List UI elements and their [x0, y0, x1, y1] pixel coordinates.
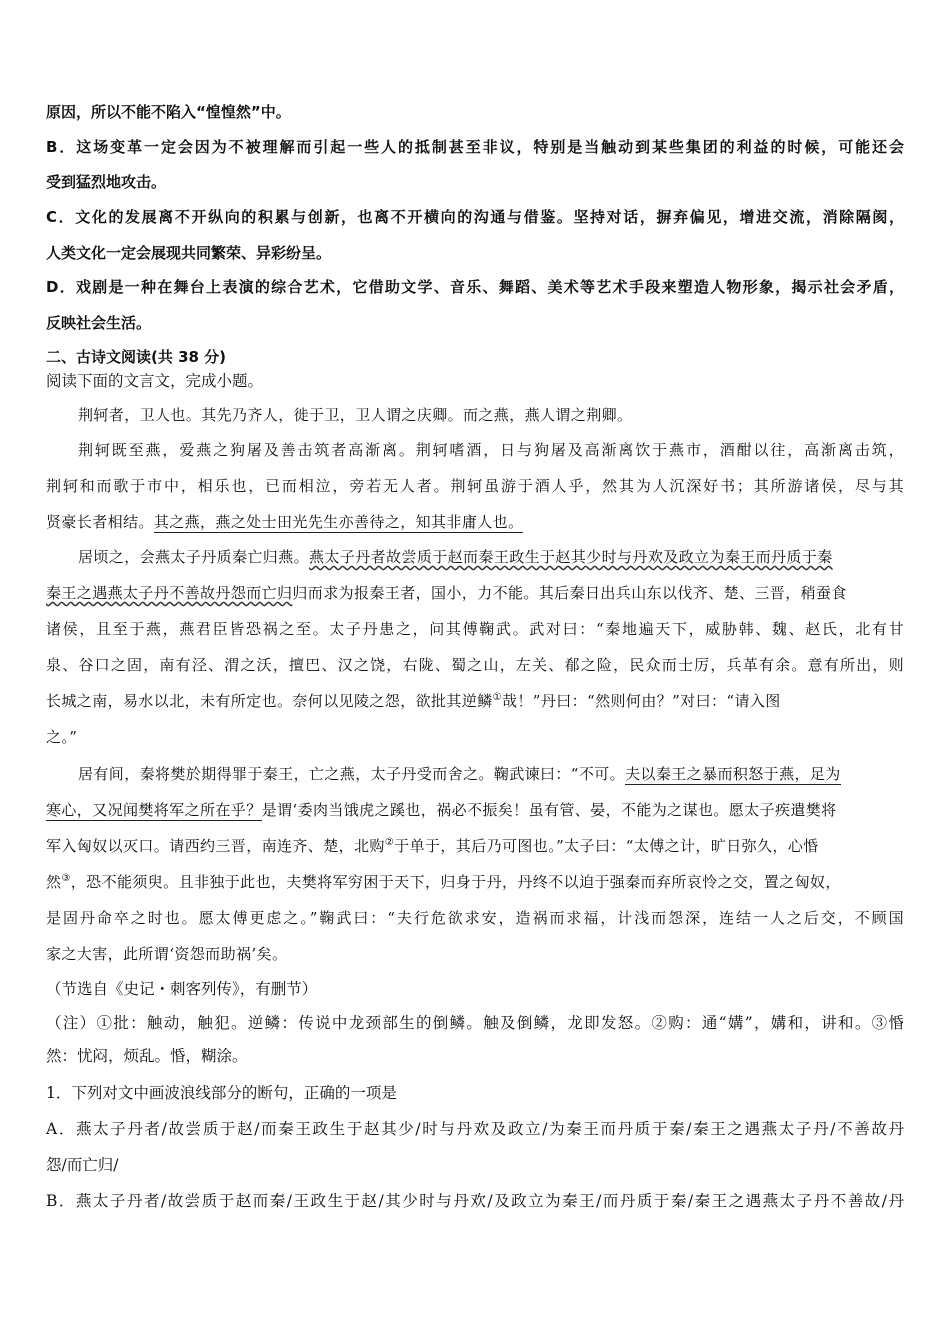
- passage-p3-line4: 泉、谷口之固，南有泾、渭之沃，擅巴、汉之饶，右陇、蜀之山，左关、郩之险，民众而士厉，兵革有余。意有所出，则: [46, 656, 904, 674]
- question1-option-a-line1: A．燕太子丹者/故尝质于赵/而秦王政生于赵其少/时与丹欢及政立/为秦王而丹质于秦/秦王之遇燕太子丹/不善故丹: [46, 1120, 904, 1138]
- passage-p2-line3: [46, 511, 523, 533]
- question1-option-a-line2: 怨/而亡归/: [46, 1156, 119, 1174]
- question1-stem: 1．下列对文中画波浪线部分的断句，正确的一项是: [46, 1084, 397, 1102]
- passage-p4-line4: [46, 871, 841, 893]
- option-d-line1: D．戏剧是一种在舞台上表演的综合艺术，它借助文学、音乐、舞蹈、美术等艺术手段来塑造人物形象，揭示社会矛盾，: [46, 278, 904, 296]
- notes-line2: 然：忧闷，烦乱。惛，糊涂。: [46, 1047, 248, 1065]
- notes-line1: （注）①批：触动，触犯。逆鳞：传说中龙颈部生的倒鳞。触及倒鳞，龙即发怒。②购：通“媾”，媾和，讲和。③惛: [46, 1014, 904, 1032]
- passage-p3-line5: [46, 690, 781, 712]
- option-b-line1: B．这场变革一定会因为不被理解而引起一些人的抵制甚至非议，特别是当触动到某些集团的利益的时候，可能还会: [46, 138, 904, 156]
- footnote-mark-2: ②: [384, 837, 395, 848]
- question1-option-b-line1: B．燕太子丹者/故尝质于赵而秦/王政生于赵/其少时与丹欢/及政立为秦王/而丹质于秦/秦王之遇燕太子丹不善故/丹: [46, 1192, 904, 1210]
- passage-p4-line2: [46, 799, 837, 821]
- passage-p3-line5-text-b: 哉！”丹曰：“然则何由？”对曰：“请入图: [501, 692, 781, 710]
- passage-p2-line3-text: 贤豪长者相结。: [46, 513, 154, 531]
- option-c-line2: 人类文化一定会展现共同繁荣、异彩纷呈。: [46, 244, 332, 262]
- section-heading: 二、古诗文阅读(共 38 分): [46, 348, 227, 366]
- passage-p4-line4-text-b: ，恐不能须臾。且非独于此也，夫樊将军穷困于天下，归身于丹，丹终不以迫于强秦而弃所哀怜之交，置之匈奴，: [70, 873, 841, 891]
- passage-p4-line5: 是固丹命卒之时也。愿太傅更虑之。”鞠武曰：“夫行危欲求安，造祸而求福，计浅而怨深，连结一人之后交，不顾国: [46, 909, 904, 927]
- source-citation: （节选自《史记・刺客列传》，有删节）: [46, 980, 318, 998]
- passage-p4-line3-text-a: 军入匈奴以灭口。请西约三晋，南连齐、楚，北购: [46, 837, 385, 855]
- wavy-underlined-sentence-part1: 燕太子丹者故尝质于赵而秦王政生于赵其少时与丹欢及政立为秦王而丹质于秦: [309, 548, 833, 566]
- option-d-line2: 反映社会生活。: [46, 314, 152, 332]
- footnote-mark-1: ①: [492, 692, 502, 703]
- passage-p3-line2: [46, 582, 847, 604]
- passage-p2-line1: 荆轲既至燕，爱燕之狗屠及善击筑者高渐离。荆轲嗜酒，日与狗屠及高渐离饮于燕市，酒酣以往，高渐离击筑，: [78, 441, 904, 459]
- option-c-line1: C．文化的发展离不开纵向的积累与创新，也离不开横向的沟通与借鉴。坚持对话，摒弃偏见，增进交流，消除隔阂，: [46, 208, 904, 226]
- passage-p1: 荆轲者，卫人也。其先乃齐人，徙于卫，卫人谓之庆卿。而之燕，燕人谓之荆卿。: [78, 406, 633, 424]
- passage-p3-line2-text: 归而求为报秦王者，国小，力不能。其后秦日出兵山东以伐齐、楚、三晋，稍蚕食: [292, 584, 847, 602]
- passage-p4-line1: [78, 763, 841, 785]
- option-a-continuation: 原因，所以不能不陷入“惶惶然”中。: [46, 103, 291, 121]
- option-b-line2: 受到猛烈地攻击。: [46, 173, 167, 191]
- passage-p4-line1-text: 居有间，秦将樊於期得罪于秦王，亡之燕，太子丹受而舍之。鞠武谏曰：“不可。: [78, 765, 626, 783]
- passage-p4-line3: [46, 835, 819, 857]
- passage-p4-line3-text-b: 于单于，其后乃可图也。”太子曰：“太傅之计，旷日弥久，心惛: [394, 837, 819, 855]
- passage-p2-line2: 荆轲和而歌于市中，相乐也，已而相泣，旁若无人者。荆轲虽游于酒人乎，然其为人沉深好书；其所游诸侯，尽与其: [46, 477, 904, 495]
- passage-p3-line6: 之。”: [46, 728, 78, 746]
- passage-p3-line1: [78, 546, 833, 568]
- underlined-sentence-1: 其之燕，燕之处士田光先生亦善待之，知其非庸人也。: [153, 513, 524, 531]
- footnote-mark-3: ③: [61, 873, 71, 884]
- wavy-underlined-sentence-part2: 秦王之遇燕太子丹不善故丹怨而亡归: [46, 584, 293, 602]
- passage-p4-line6: 家之大害，此所谓‘资怨而助祸’矣。: [46, 945, 288, 963]
- underlined-sentence-2-part2: 寒心，又况闻樊将军之所在乎？: [46, 801, 262, 819]
- passage-p3-line1-text: 居顷之，会燕太子丹质秦亡归燕。: [78, 548, 310, 566]
- section-instruction: 阅读下面的文言文，完成小题。: [46, 372, 264, 390]
- passage-p3-line3: 诸侯，且至于燕，燕君臣皆恐祸之至。太子丹患之，问其傅鞠武。武对曰：“秦地遍天下，威胁韩、魏、赵氏，北有甘: [46, 620, 904, 638]
- passage-p4-line4-text-a: 然: [46, 873, 62, 891]
- passage-p3-line5-text-a: 长城之南，易水以北，未有所定也。奈何以见陵之怨，欲批其逆鳞: [46, 692, 493, 710]
- underlined-sentence-2-part1: 夫以秦王之暴而积怒于燕，足为: [625, 765, 841, 783]
- passage-p4-line2-text: 是谓‘委肉当饿虎之蹊也，祸必不振矣！虽有管、晏，不能为之谋也。愿太子疾遣樊将: [261, 801, 837, 819]
